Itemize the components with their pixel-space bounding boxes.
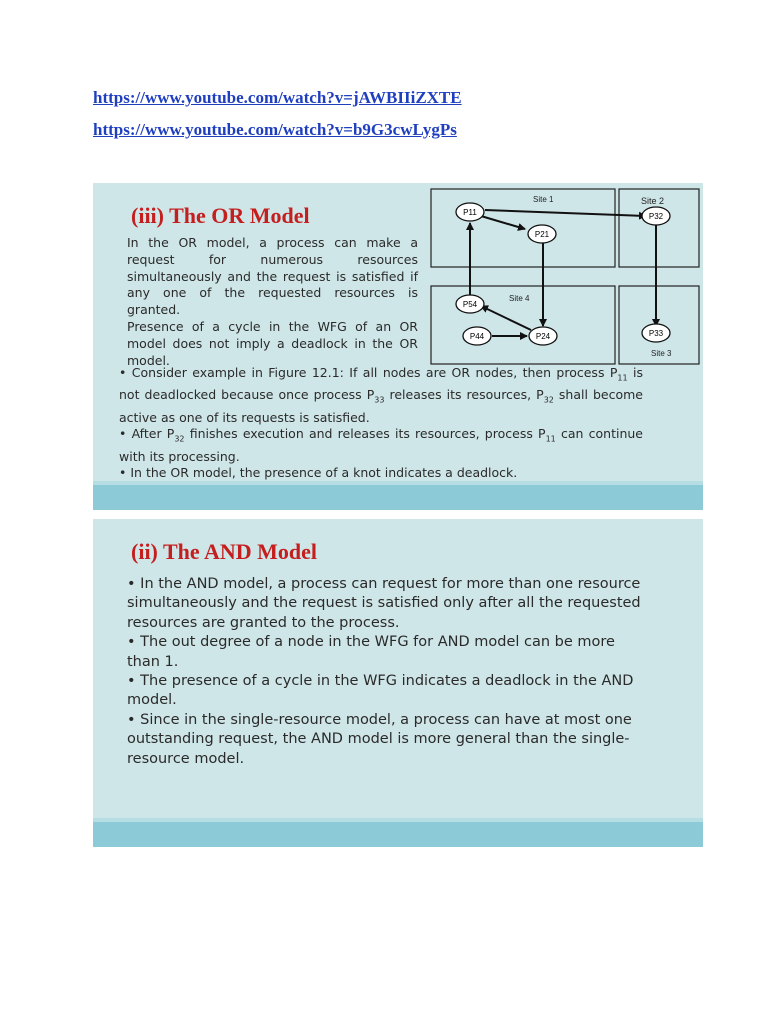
wfg-figure (425, 187, 703, 369)
bullet-item: • The out degree of a node in the WFG for AND model can be more than 1. (127, 634, 615, 670)
site-1-label: Site 1 (533, 195, 554, 204)
slide-title: (ii) The AND Model (131, 539, 317, 564)
bullet-item: • Since in the single-resource model, a process can have at most one outstanding request, the AND model is more general than the single-resource model. (127, 711, 632, 767)
or-model-slide (93, 183, 703, 510)
svg-text:P32: P32 (648, 212, 664, 221)
node-p33 (642, 324, 670, 342)
slide-footer-band (93, 822, 703, 847)
svg-text:P21: P21 (534, 230, 550, 239)
site-2-label: Site 2 (641, 196, 665, 206)
svg-text:P33: P33 (648, 329, 664, 338)
edge-p11-p21 (481, 216, 525, 229)
paragraph: Presence of a cycle in the WFG of an OR model does not imply a deadlock in the OR model. (127, 318, 418, 368)
slide-footer-band (93, 485, 703, 510)
bullet-item: • Consider example in Figure 12.1: If all nodes are OR nodes, then process $P_{11}$ is not deadlocked because once process $P_{33}$ releases its resources, $P_{32}$ shall become active as one of its requests is satisfied. (119, 365, 644, 425)
youtube-link-1[interactable]: https://www.youtube.com/watch?v=jAWBIIiZXTE (93, 88, 462, 107)
svg-text:P54: P54 (462, 300, 478, 309)
bullet-item: • The presence of a cycle in the WFG indicates a deadlock in the AND model. (127, 673, 634, 709)
svg-text:P44: P44 (469, 332, 485, 341)
node-p11 (456, 203, 484, 221)
node-p21 (528, 225, 556, 243)
bullet-item: • In the OR model, the presence of a knot indicates a deadlock. (119, 465, 518, 481)
site-4-label: Site 4 (509, 294, 530, 303)
youtube-link-2[interactable]: https://www.youtube.com/watch?v=b9G3cwLygPs (93, 120, 457, 139)
bullet-item: • In the AND model, a process can request for more than one resource simultaneously and the request is satisfied only after all the requested resources are granted to the process. (127, 576, 641, 631)
node-p24 (529, 327, 557, 345)
and-model-slide (93, 519, 703, 847)
edge-p24-p54 (481, 306, 531, 330)
slide-title: (iii) The OR Model (131, 203, 310, 228)
bullet-item: • After $P_{32}$ finishes execution and releases its resources, process $P_{11}$ can continue with its processing. (119, 426, 643, 464)
node-p32 (642, 207, 670, 225)
node-p54 (456, 295, 484, 313)
or-model-description (127, 235, 418, 369)
svg-text:P24: P24 (535, 332, 551, 341)
edge-p11-p32 (485, 210, 646, 216)
svg-text:P11: P11 (463, 208, 477, 217)
and-model-bullets (127, 575, 645, 769)
or-model-bullets (119, 365, 643, 482)
paragraph: In the OR model, a process can make a request for numerous resources simultaneously and the request is satisfied if any one of the requested resources is granted. (127, 235, 418, 318)
node-p44 (463, 327, 491, 345)
site-3-label: Site 3 (651, 349, 672, 358)
